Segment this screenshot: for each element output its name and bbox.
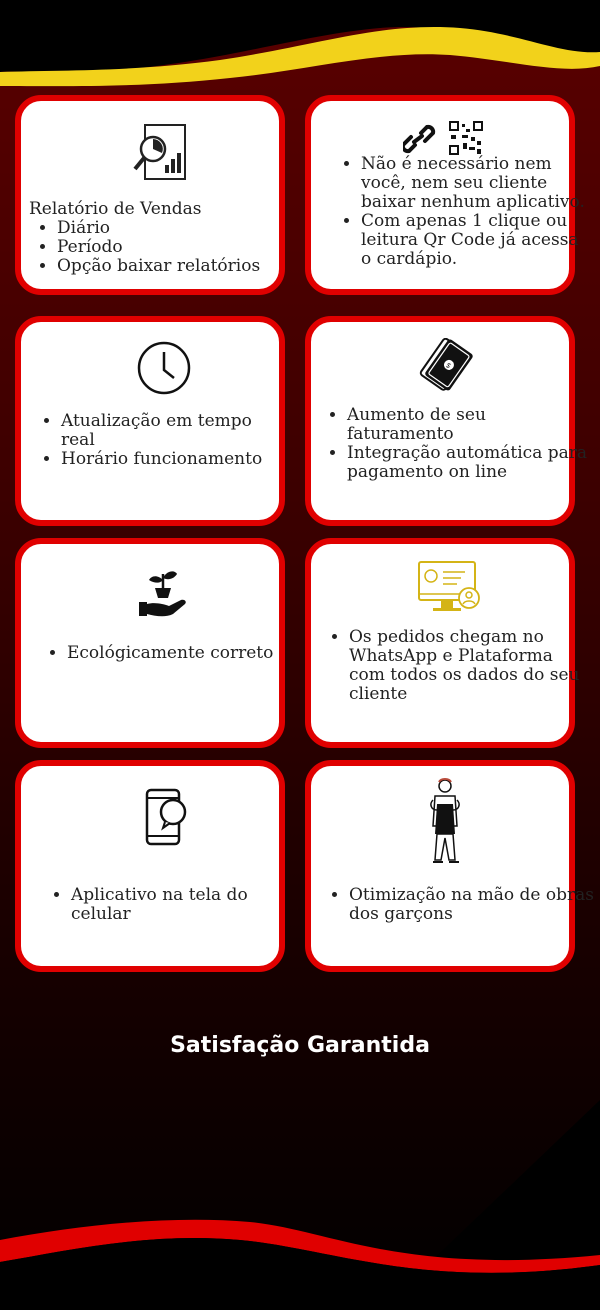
list-item: • Integração automática para pagamento on line <box>347 444 587 482</box>
card-orders-whatsapp <box>305 538 580 748</box>
svg-text:$: $ <box>444 361 453 371</box>
monitor-user-icon <box>415 560 483 616</box>
list-item: • Com apenas 1 clique ou leitura Qr Code já acessa o cardápio. <box>361 212 586 269</box>
footer-title: Satisfação Garantida <box>170 1033 430 1058</box>
card-ecological <box>15 538 285 748</box>
plant-hand-icon <box>135 566 191 622</box>
card-no-app-required <box>305 95 585 295</box>
card-waiter-optimization <box>305 760 594 972</box>
waiter-icon <box>421 776 471 866</box>
clock-icon <box>136 340 192 396</box>
link-qr-icon <box>403 119 493 159</box>
list-item: • Opção baixar relatórios <box>57 257 260 276</box>
list-item: • Ecológicamente correto <box>67 644 307 663</box>
list-item: • Aumento de seu faturamento <box>347 406 587 444</box>
list-item: • Diário <box>57 219 260 238</box>
card-sales-report <box>15 95 285 295</box>
list-item: • Atualização em tempo real <box>61 412 291 450</box>
card-mobile-app <box>15 760 285 972</box>
list-item: • Período <box>57 238 260 257</box>
list-item: • Otimização na mão de obras dos garçons <box>349 886 594 924</box>
money-icon <box>419 338 475 394</box>
list-item: • Aplicativo na tela do celular <box>71 886 301 924</box>
phone-chat-icon <box>143 786 193 848</box>
card-realtime-update <box>15 316 285 526</box>
report-icon <box>131 121 191 185</box>
list-item: • Os pedidos chegam no WhatsApp e Plataforma com todos os dados do seu cliente <box>349 628 594 704</box>
card-title: Relatório de Vendas <box>29 199 202 219</box>
list-item: • Não é necessário nem você, nem seu cliente baixar nenhum aplicativo. <box>361 155 586 212</box>
list-item: • Horário funcionamento <box>61 450 291 469</box>
card-revenue <box>305 316 588 526</box>
